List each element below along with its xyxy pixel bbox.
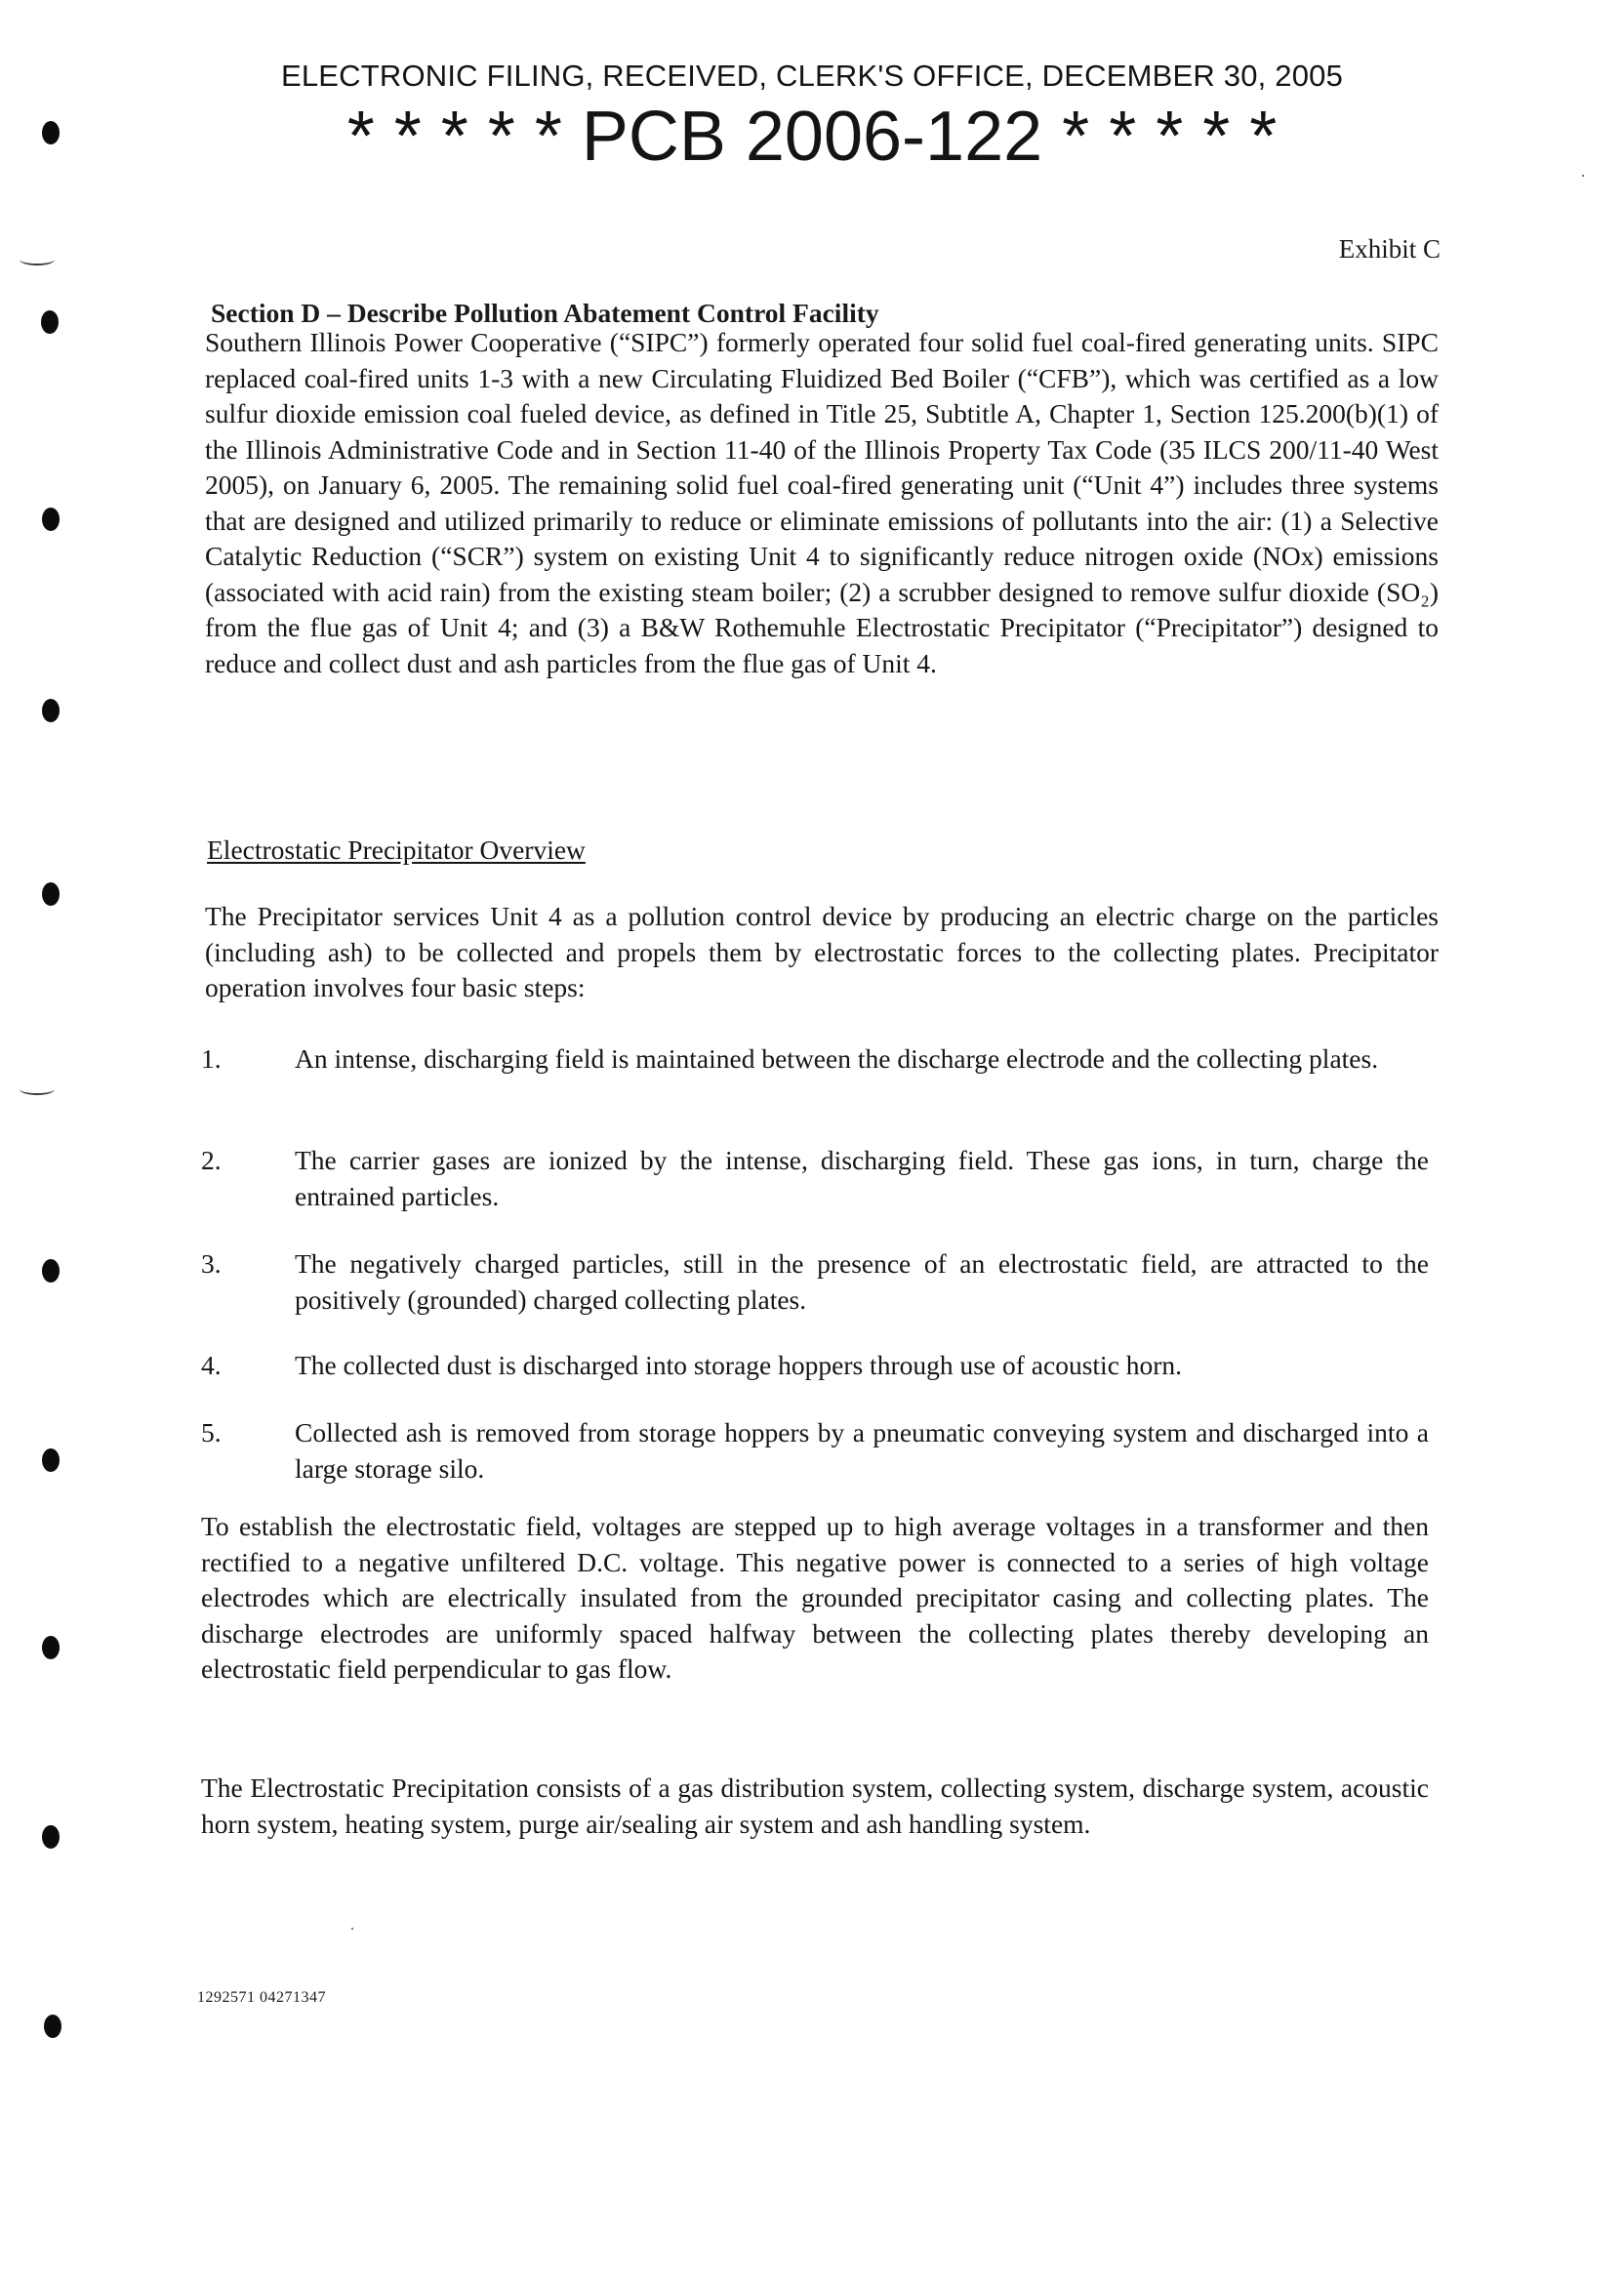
list-item-number: 4. bbox=[201, 1350, 222, 1380]
list-item-text: The collected dust is discharged into storage hoppers through use of acoustic horn. bbox=[295, 1350, 1183, 1380]
intro-paragraph: Southern Illinois Power Cooperative (“SIPC”) formerly operated four solid fuel coal-fired generating units. SIPC replaced coal-fired units 1-3 with a new Circulating Fluidized Bed Boiler (“CFB”), which was certified as a low sulfur dioxide emission coal fueled device, as defined in Title 25, Subtitle A, Chapter 1, Section 125.200(b)(1) of the Illinois Administrative Code and in Section 11-40 of the Illinois Property Tax Code (35 ILCS 200/11-40 West 2005), on January 6, 2005. The remaining solid fuel coal-fired generating unit (“Unit 4”) includes three systems that are designed and utilized primarily to reduce or eliminate emissions of pollutants into the air: (1) a Selective Catalytic Reduction (“SCR”) system on existing Unit 4 to significantly reduce nitrogen oxide (NOx) emissions (associated with acid rain) from the existing steam boiler; (2) a scrubber designed to remove sulfur dioxide (SO₂) from the flue gas of Unit 4; and (3) a B&W Rothemuhle Electrostatic Precipitator (“Precipitator”) designed to reduce and collect dust and ash particles from the flue gas of Unit 4. bbox=[205, 327, 1439, 678]
punch-hole-mark bbox=[42, 699, 60, 722]
punch-hole-mark bbox=[42, 1825, 60, 1849]
document-id-code: 1292571 04271347 bbox=[197, 1989, 326, 2006]
scan-edge-mark bbox=[20, 254, 55, 265]
list-item-text: Collected ash is removed from storage hoppers by a pneumatic conveying system and discharged into a large storage silo. bbox=[295, 1417, 1429, 1484]
list-item-number: 3. bbox=[201, 1248, 222, 1279]
scan-speck bbox=[351, 1928, 353, 1930]
punch-hole-mark bbox=[42, 508, 60, 531]
list-item-text: An intense, discharging field is maintained between the discharge electrode and the collecting plates. bbox=[295, 1043, 1379, 1074]
overview-paragraph: The Precipitator services Unit 4 as a pollution control device by producing an electric charge on the particles (including ash) to be collected and propels them by electrostatic forces to the collecting plates. Precipitator operation involves four basic steps: bbox=[205, 901, 1439, 1002]
list-item-number: 2. bbox=[201, 1145, 222, 1175]
exhibit-label: Exhibit C bbox=[1338, 234, 1441, 264]
punch-hole-mark bbox=[42, 1259, 60, 1283]
field-paragraph: To establish the electrostatic field, voltages are stepped up to high average voltages in a transformer and then rectified to a negative unfiltered D.C. voltage. This negative power is connected to a series of high voltage electrodes which are electrically insulated from the grounded precipitator casing and collecting plates. The discharge electrodes are uniformly spaced halfway between the collecting plates thereby developing an electrostatic field perpendicular to gas flow. bbox=[201, 1511, 1429, 1684]
section-title: Section D – Describe Pollution Abatement Control Facility bbox=[211, 298, 879, 328]
case-number-line: * * * * * PCB 2006-122 * * * * * bbox=[346, 98, 1278, 176]
punch-hole-mark bbox=[42, 882, 60, 906]
systems-paragraph: The Electrostatic Precipitation consists of a gas distribution system, collecting system, discharge system, acoustic horn system, heating system, purge air/sealing air system and ash handling system. bbox=[201, 1773, 1429, 1839]
punch-hole-mark bbox=[42, 1448, 60, 1472]
list-item-text: The negatively charged particles, still in the presence of an electrostatic field, are attracted to the positively (grounded) charged collecting plates. bbox=[295, 1248, 1429, 1315]
punch-hole-mark bbox=[44, 2015, 61, 2038]
list-item-text: The carrier gases are ionized by the intense, discharging field. These gas ions, in turn, charge the entrained particles. bbox=[295, 1145, 1429, 1211]
filing-stamp-line: ELECTRONIC FILING, RECEIVED, CLERK'S OFFICE, DECEMBER 30, 2005 bbox=[280, 59, 1344, 93]
list-item-number: 5. bbox=[201, 1417, 222, 1447]
scan-edge-mark bbox=[20, 1083, 55, 1095]
list-item-number: 1. bbox=[201, 1043, 222, 1074]
punch-hole-mark bbox=[41, 310, 59, 334]
punch-hole-mark bbox=[42, 1636, 60, 1659]
subheading: Electrostatic Precipitator Overview bbox=[207, 835, 586, 865]
